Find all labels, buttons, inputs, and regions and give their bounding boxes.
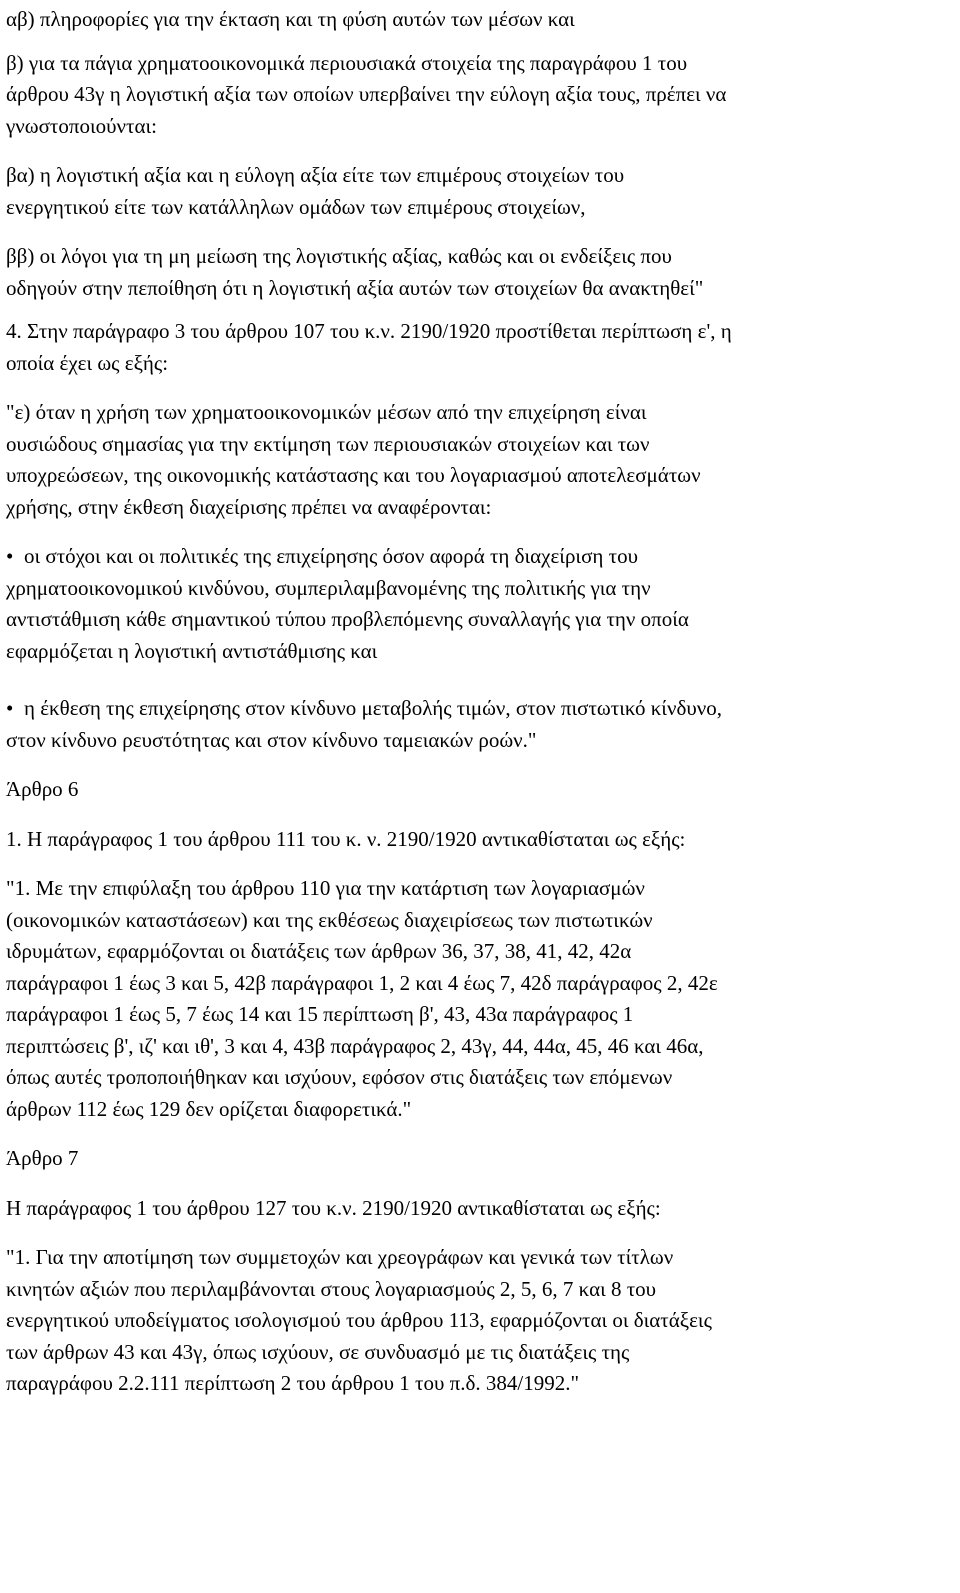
article-6-heading xyxy=(6,774,956,806)
text-line: Άρθρο 7 xyxy=(6,1146,79,1170)
text-line: κινητών αξιών που περιλαμβάνονται στους λογαριασμούς 2, 5, 6, 7 και 8 του xyxy=(6,1276,657,1301)
paragraph-4 xyxy=(6,316,956,379)
paragraph-art6-quote xyxy=(6,873,956,1125)
text-line: ενεργητικού είτε των κατάλληλων ομάδων των επιμέρους στοιχείων, xyxy=(6,194,586,219)
bullet-icon: • xyxy=(6,696,14,720)
text-line: χρήσης, στην έκθεση διαχείρισης πρέπει να αναφέρονται: xyxy=(6,494,492,519)
text-line: "1. Με την επιφύλαξη του άρθρου 110 για την κατάρτιση των λογαριασμών xyxy=(6,876,645,900)
text-line: εφαρμόζεται η λογιστική αντιστάθμισης και xyxy=(6,638,378,663)
text-line: αβ) πληροφορίες για την έκταση και τη φύση αυτών των μέσων και xyxy=(6,7,575,31)
text-line: ββ) οι λόγοι για τη μη μείωση της λογιστικής αξίας, καθώς και οι ενδείξεις που xyxy=(6,244,672,268)
paragraph-art6-1 xyxy=(6,824,956,856)
text-line: παράγραφοι 1 έως 5, 7 έως 14 και 15 περίπτωση β', 43, 43α παράγραφος 1 xyxy=(6,1002,634,1026)
text-line: β) για τα πάγια χρηματοοικονομικά περιουσιακά στοιχεία της παραγράφου 1 του xyxy=(6,50,688,75)
text-line: παραγράφου 2.2.111 περίπτωση 2 του άρθρου 1 του π.δ. 384/1992." xyxy=(6,1371,580,1395)
paragraph-art7 xyxy=(6,1193,956,1225)
text-line: Άρθρο 6 xyxy=(6,777,79,801)
paragraph-b xyxy=(6,48,956,143)
text-line: 1. Η παράγραφος 1 του άρθρου 111 του κ. ν. 2190/1920 αντικαθίσταται ως εξής: xyxy=(6,826,686,851)
text-line: οποία έχει ως εξής: xyxy=(6,350,169,375)
text-line: άρθρων 112 έως 129 δεν ορίζεται διαφορετικά." xyxy=(6,1096,412,1121)
paragraph-art7-quote xyxy=(6,1242,956,1400)
paragraph-ba xyxy=(6,160,956,223)
bullet-text: οι στόχοι και οι πολιτικές της επιχείρησης όσον αφορά τη διαχείριση του xyxy=(24,544,638,568)
text-line: χρηματοοικονομικού κινδύνου, συμπεριλαμβανομένης της πολιτικής για την xyxy=(6,575,651,600)
text-line: γνωστοποιούνται: xyxy=(6,113,157,138)
bullet-item-1 xyxy=(6,541,956,667)
text-line: "1. Για την αποτίμηση των συμμετοχών και χρεογράφων και γενικά των τίτλων xyxy=(6,1245,674,1269)
text-line: βα) η λογιστική αξία και η εύλογη αξία είτε των επιμέρους στοιχείων του xyxy=(6,163,625,187)
paragraph-bb xyxy=(6,241,956,304)
paragraph-e xyxy=(6,397,956,523)
text-line: οδηγούν στην πεποίθηση ότι η λογιστική αξία αυτών των στοιχείων θα ανακτηθεί" xyxy=(6,275,704,300)
text-line xyxy=(6,693,956,725)
text-line: περιπτώσεις β', ιζ' και ιθ', 3 και 4, 43β παράγραφος 2, 43γ, 44, 44α, 45, 46 και 46α, xyxy=(6,1033,704,1058)
text-line: των άρθρων 43 και 43γ, όπως ισχύουν, σε συνδυασμό με τις διατάξεις της xyxy=(6,1339,630,1364)
text-line xyxy=(6,541,956,573)
text-line: υποχρεώσεων, της οικονομικής κατάστασης και του λογαριασμού αποτελεσμάτων xyxy=(6,463,701,487)
document-page xyxy=(6,4,956,1400)
article-7-heading xyxy=(6,1143,956,1175)
text-line: ενεργητικού υποδείγματος ισολογισμού του άρθρου 113, εφαρμόζονται οι διατάξεις xyxy=(6,1308,712,1332)
text-line: 4. Στην παράγραφο 3 του άρθρου 107 του κ.ν. 2190/1920 προστίθεται περίπτωση ε', η xyxy=(6,319,732,343)
text-line: ουσιώδους σημασίας για την εκτίμηση των περιουσιακών στοιχείων και των xyxy=(6,431,650,456)
text-line: ιδρυμάτων, εφαρμόζονται οι διατάξεις των άρθρων 36, 37, 38, 41, 42, 42α xyxy=(6,939,632,963)
text-line: Η παράγραφος 1 του άρθρου 127 του κ.ν. 2190/1920 αντικαθίσταται ως εξής: xyxy=(6,1195,661,1220)
paragraph-ab xyxy=(6,4,956,36)
text-line: "ε) όταν η χρήση των χρηματοοικονομικών μέσων από την επιχείρηση είναι xyxy=(6,400,647,424)
bullet-item-2 xyxy=(6,693,956,756)
bullet-icon: • xyxy=(6,544,14,568)
text-line: αντιστάθμιση κάθε σημαντικού τύπου προβλεπόμενης συναλλαγής για την οποία xyxy=(6,607,689,631)
bullet-text: η έκθεση της επιχείρησης στον κίνδυνο μεταβολής τιμών, στον πιστωτικό κίνδυνο, xyxy=(24,696,722,720)
text-line: στον κίνδυνο ρευστότητας και στον κίνδυνο ταμειακών ροών." xyxy=(6,727,537,752)
text-line: (οικονομικών καταστάσεων) και της εκθέσεως διαχειρίσεως των πιστωτικών xyxy=(6,907,653,932)
text-line: παράγραφοι 1 έως 3 και 5, 42β παράγραφοι 1, 2 και 4 έως 7, 42δ παράγραφος 2, 42ε xyxy=(6,970,718,995)
text-line: άρθρου 43γ η λογιστική αξία των οποίων υπερβαίνει την εύλογη αξία τους, πρέπει να xyxy=(6,82,727,106)
text-line: όπως αυτές τροποποιήθηκαν και ισχύουν, εφόσον στις διατάξεις των επόμενων xyxy=(6,1065,673,1089)
